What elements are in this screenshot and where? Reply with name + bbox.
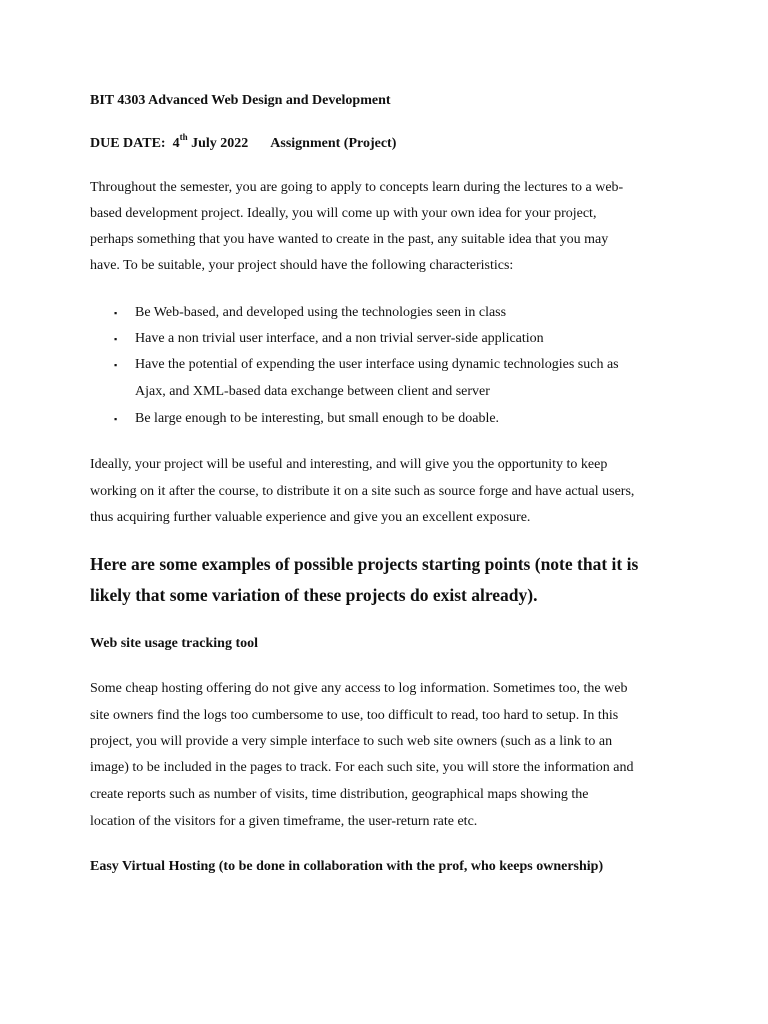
bullet-mark: ▪ [114,308,118,318]
list-item-continuation: Ajax, and XML-based data exchange between client and server [135,384,490,399]
list-item: Be Web-based, and developed using the technologies seen in class [135,305,507,320]
due-date-month-year: July 2022 [191,136,249,151]
bullet-mark: ▪ [114,334,118,344]
course-title: BIT 4303 Advanced Web Design and Development [90,93,391,108]
project1-line: location of the visitors for a given timeframe, the user-return rate etc. [90,814,478,829]
project2-title: Easy Virtual Hosting (to be done in collaboration with the prof, who keeps ownership) [90,859,604,874]
project1-line: Some cheap hosting offering do not give any access to log information. Sometimes too, the web [90,681,628,696]
list-item: Be large enough to be interesting, but small enough to be doable. [135,411,500,426]
intro-line: Throughout the semester, you are going to apply to concepts learn during the lectures to a web- [90,180,624,195]
intro-line: based development project. Ideally, you will come up with your own idea for your project, [90,206,597,221]
bullet-mark: ▪ [114,414,118,424]
project1-line: site owners find the logs too cumbersome to use, too difficult to read, too hard to setup. In this [90,708,619,723]
list-item: Have the potential of expending the user interface using dynamic technologies such as [135,357,619,372]
list-item: Have a non trivial user interface, and a non trivial server-side application [135,331,544,346]
project1-line: image) to be included in the pages to track. For each such site, you will store the information and [90,760,634,775]
bullet-mark: ▪ [114,360,118,370]
intro-line: have. To be suitable, your project should have the following characteristics: [90,258,514,273]
outcome-line: Ideally, your project will be useful and interesting, and will give you the opportunity to keep [90,457,608,472]
due-date-label: DUE DATE: [90,136,166,151]
outcome-line: thus acquiring further valuable experience and give you an excellent exposure. [90,510,531,525]
examples-heading-line: likely that some variation of these projects do exist already). [90,585,538,605]
due-date-line [90,132,397,152]
project1-title: Web site usage tracking tool [90,636,258,651]
due-date-day-suffix: th [179,132,188,143]
outcome-line: working on it after the course, to distribute it on a site such as source forge and have actual users, [90,484,635,499]
project1-line: project, you will provide a very simple interface to such web site owners (such as a link to an [90,734,613,749]
intro-line: perhaps something that you have wanted to create in the past, any suitable idea that you may [90,232,609,247]
project1-line: create reports such as number of visits, time distribution, geographical maps showing the [90,787,589,802]
examples-heading-line: Here are some examples of possible projects starting points (note that it is [90,554,639,574]
assignment-type: Assignment (Project) [270,136,397,151]
due-date-day: 4 [172,136,180,151]
